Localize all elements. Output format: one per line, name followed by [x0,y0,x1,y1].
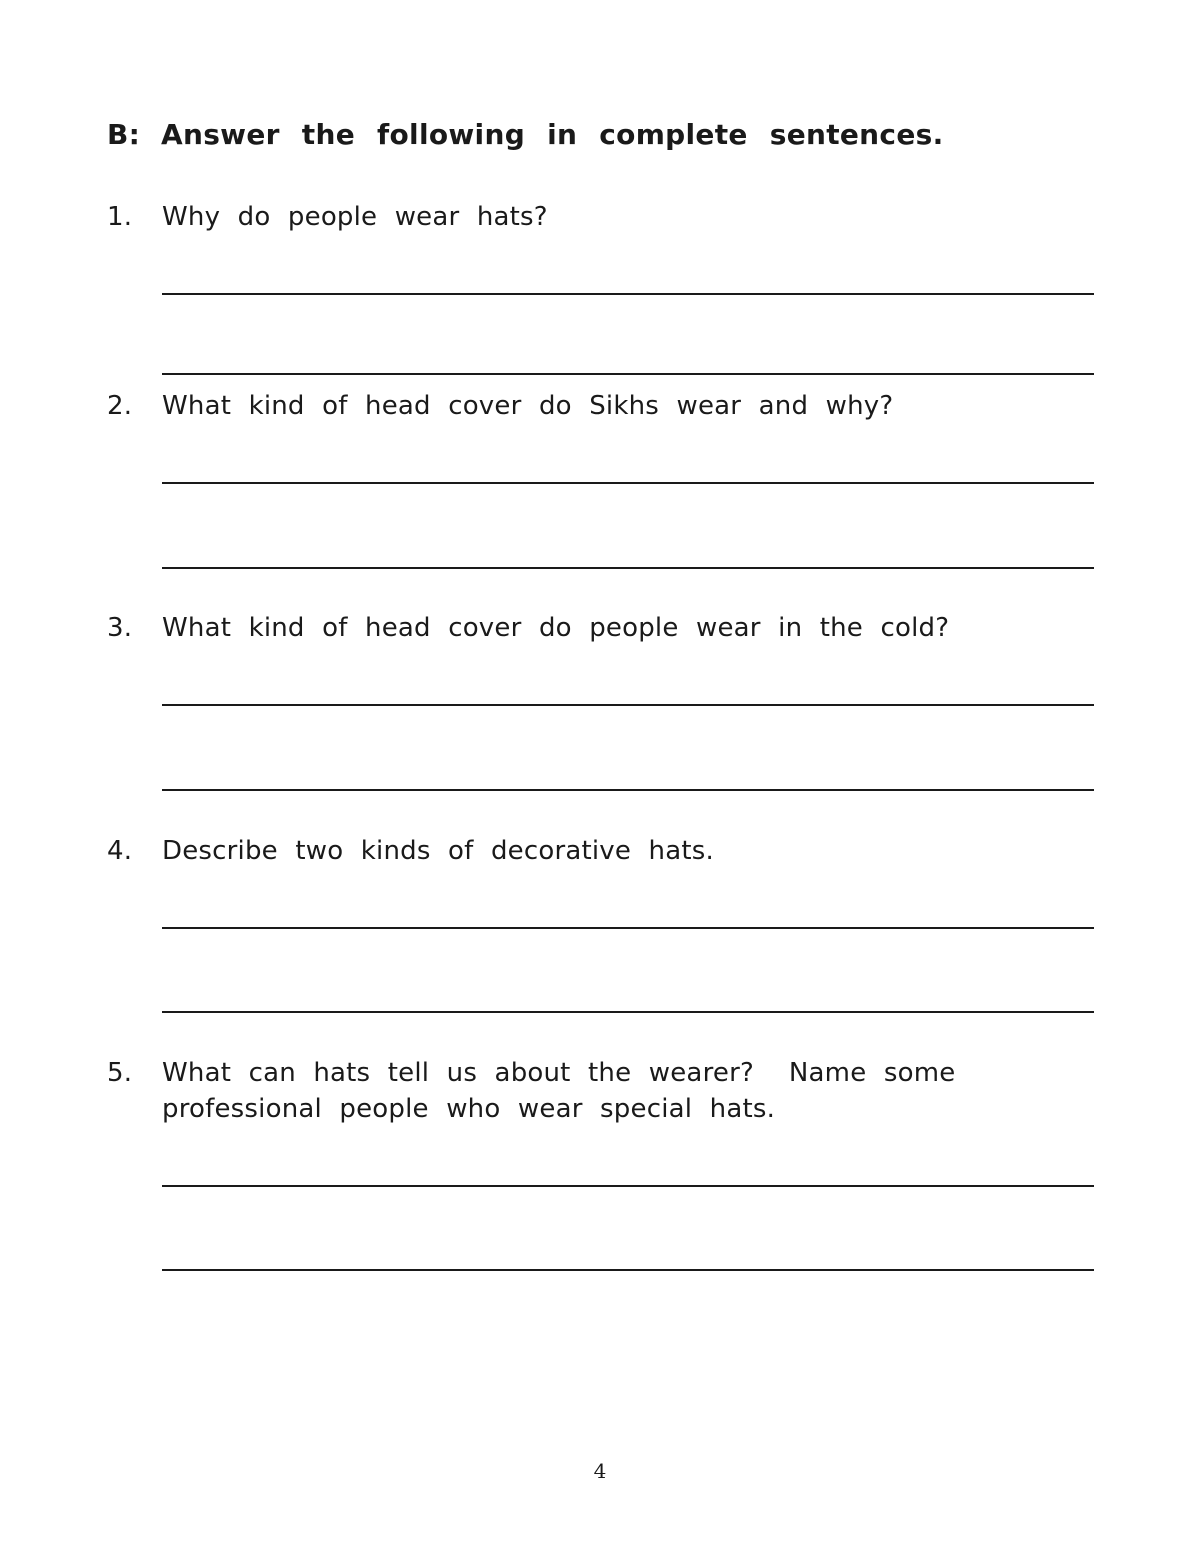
question-3 [107,610,1094,646]
question-2 [107,388,1094,424]
page-number: 4 [593,1459,607,1483]
question-text: What kind of head cover do people wear in the cold? [162,613,950,643]
question-5 [107,1055,1094,1127]
question-4 [107,833,1094,869]
section-instruction: Answer the following in complete sentences. [161,118,944,151]
question-number: 2. [107,391,133,421]
question-text: What kind of head cover do Sikhs wear and why? [162,391,894,421]
question-text: Why do people wear hats? [162,202,548,232]
question-number: 1. [107,202,133,232]
section-heading [107,118,944,151]
question-text: Describe two kinds of decorative hats. [162,836,714,866]
answer-line-5b[interactable] [162,1269,1094,1271]
answer-line-4b[interactable] [162,1011,1094,1013]
question-number: 3. [107,613,133,643]
answer-line-2b[interactable] [162,567,1094,569]
answer-line-5a[interactable] [162,1185,1094,1187]
answer-line-3b[interactable] [162,789,1094,791]
answer-line-2a[interactable] [162,482,1094,484]
section-letter: B: [107,118,141,151]
answer-line-1b[interactable] [162,373,1094,375]
answer-line-4a[interactable] [162,927,1094,929]
answer-line-3a[interactable] [162,704,1094,706]
question-number: 5. [107,1058,133,1088]
answer-line-1a[interactable] [162,293,1094,295]
question-1 [107,199,1094,235]
question-text: What can hats tell us about the wearer? Name some professional people who wear special hats. [162,1058,973,1124]
question-number: 4. [107,836,133,866]
